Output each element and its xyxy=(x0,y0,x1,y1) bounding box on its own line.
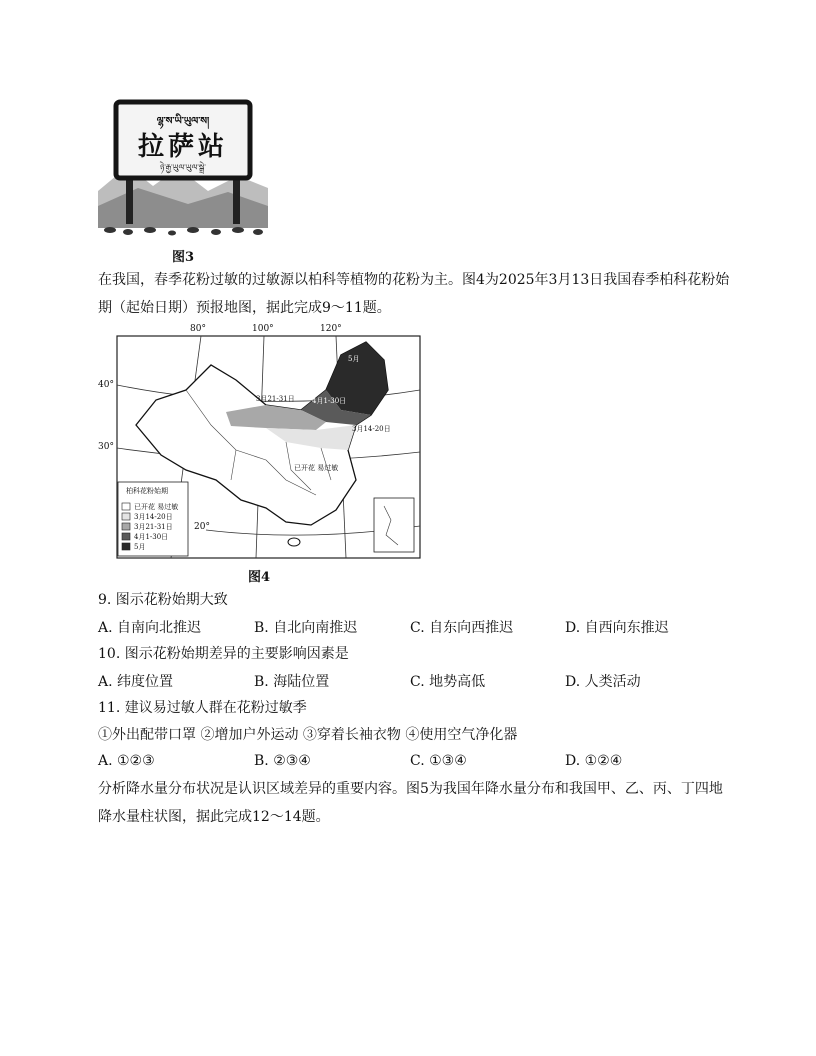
q10-option-c: C. 地势高低 xyxy=(410,674,486,690)
legend-item-mar-21-31: 3月21-31日 xyxy=(134,523,173,531)
lon-label-120: 120° xyxy=(320,324,342,334)
q11-option-b: B. ②③④ xyxy=(254,753,311,769)
sign-tibetan-top: ལྷ་ས་ཡི་ཡུལ་ས། xyxy=(156,116,210,127)
legend-item-blooming: 已开花 易过敏 xyxy=(134,503,179,511)
zone-label-may: 5月 xyxy=(348,355,360,363)
figure-3-image xyxy=(98,96,268,238)
q10-option-d: D. 人类活动 xyxy=(565,674,641,690)
question-11-statements: ①外出配带口罩 ②增加户外运动 ③穿着长袖衣物 ④使用空气净化器 xyxy=(98,727,518,743)
legend-item-may: 5月 xyxy=(134,543,146,551)
zone-label-mar-21-31: 3月21-31日 xyxy=(256,395,295,403)
q9-option-a: A. 自南向北推迟 xyxy=(98,620,202,636)
q11-option-d: D. ①②④ xyxy=(565,753,623,769)
sign-tibetan-bottom: ཉེ་རྒྱ་ཡུལ་ཡུལ་སྒྲེ་ xyxy=(160,163,206,172)
lat-label-30: 30° xyxy=(98,442,114,452)
question-9-stem: 9. 图示花粉始期大致 xyxy=(98,592,228,608)
zone-label-apr: 4月1-30日 xyxy=(312,397,347,405)
figure-4-caption: 图4 xyxy=(248,570,271,585)
q10-option-b: B. 海陆位置 xyxy=(254,674,330,690)
figure-3-caption: 图3 xyxy=(172,250,195,265)
question-11-stem: 11. 建议易过敏人群在花粉过敏季 xyxy=(98,700,307,716)
lon-label-100: 100° xyxy=(252,324,274,334)
legend-item-apr: 4月1-30日 xyxy=(134,533,169,541)
intro-2-line-1: 分析降水量分布状况是认识区域差异的重要内容。图5为我国年降水量分布和我国甲、乙、丙、丁四地 xyxy=(98,781,723,797)
legend-title: 柏科花粉始期 xyxy=(126,487,168,495)
q11-option-c: C. ①③④ xyxy=(410,753,467,769)
zone-label-blooming: 已开花 易过敏 xyxy=(294,464,339,472)
lon-label-80: 80° xyxy=(190,324,206,334)
q9-option-b: B. 自北向南推迟 xyxy=(254,620,358,636)
intro-1-line-1: 在我国，春季花粉过敏的过敏源以柏科等植物的花粉为主。图4为2025年3月13日我国春季柏科花粉始 xyxy=(98,272,730,288)
q9-option-c: C. 自东向西推迟 xyxy=(410,620,514,636)
lat-label-40: 40° xyxy=(98,380,114,390)
zone-label-mar-14-20: 3月14-20日 xyxy=(352,425,391,433)
legend-swatches xyxy=(122,503,130,550)
legend-item-mar-14-20: 3月14-20日 xyxy=(134,513,173,521)
sign-main-text: 拉萨站 xyxy=(137,132,228,162)
intro-1-line-2: 期（起始日期）预报地图，据此完成9～11题。 xyxy=(98,300,391,316)
q10-option-a: A. 纬度位置 xyxy=(98,674,174,690)
q9-option-d: D. 自西向东推迟 xyxy=(565,620,669,636)
q11-option-a: A. ①②③ xyxy=(98,753,155,769)
lat-label-20: 20° xyxy=(194,522,210,532)
question-10-stem: 10. 图示花粉始期差异的主要影响因素是 xyxy=(98,646,349,662)
figure-4-map xyxy=(98,324,422,560)
intro-2-line-2: 降水量柱状图，据此完成12～14题。 xyxy=(98,809,330,825)
